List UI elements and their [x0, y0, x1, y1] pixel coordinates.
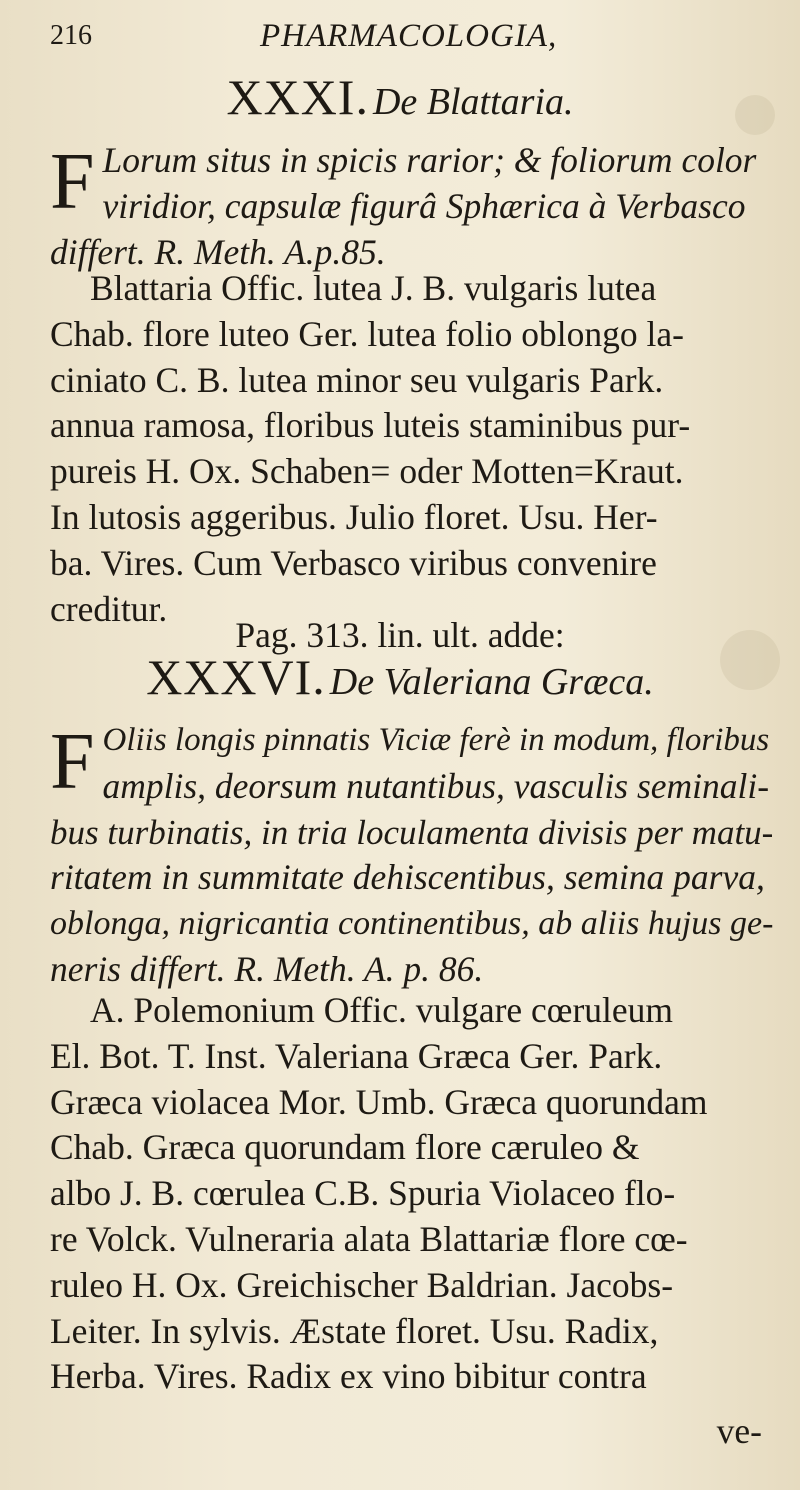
- text-line: ritatem in summitate dehiscentibus, semina parva,: [50, 857, 765, 898]
- text-line: Blattaria Offic. lutea J. B. vulgaris lutea: [90, 268, 657, 308]
- section-heading-valeriana: [0, 648, 800, 706]
- section-number: XXXVI.: [146, 649, 326, 705]
- text-line: pureis H. Ox. Schaben= oder Motten=Kraut.: [50, 451, 684, 492]
- addendum-note: Pag. 313. lin. ult. adde:: [235, 615, 565, 655]
- section-number: XXXI.: [226, 69, 369, 125]
- catchword: ve-: [716, 1411, 762, 1451]
- text-line: albo J. B. cœrulea C.B. Spuria Violaceo flo-: [50, 1173, 676, 1214]
- text-line: creditur.: [50, 588, 168, 629]
- text-line: ba. Vires. Cum Verbasco viribus convenire: [50, 542, 657, 583]
- text-line: Græca violacea Mor. Umb. Græca quorundam: [50, 1081, 708, 1122]
- text-line: Leiter. In sylvis. Æstate floret. Usu. Radix,: [50, 1310, 659, 1351]
- section-title: De Valeriana Græca.: [329, 661, 654, 703]
- text-line: A. Polemonium Offic. vulgare cœruleum: [90, 990, 673, 1030]
- text-line: differt. R. Meth. A.p.85.: [50, 231, 386, 272]
- text-line: Herba. Vires. Radix ex vino bibitur contra: [50, 1356, 647, 1397]
- text-line: neris differt. R. Meth. A. p. 86.: [50, 948, 484, 989]
- drop-cap: F: [50, 718, 95, 806]
- text-line: re Volck. Vulneraria alata Blattariæ flore cœ-: [50, 1218, 688, 1259]
- section-heading-blattaria: [0, 68, 800, 126]
- text-line: ciniato C. B. lutea minor seu vulgaris Park.: [50, 359, 664, 400]
- text-line: Oliis longis pinnatis Viciæ ferè in modum, floribus: [102, 722, 770, 758]
- text-line: annua ramosa, floribus luteis staminibus pur-: [50, 405, 691, 446]
- text-line: amplis, deorsum nutantibus, vasculis seminali-: [102, 765, 770, 806]
- drop-cap: F: [50, 138, 95, 226]
- text-line: In lutosis aggeribus. Julio floret. Usu. Her-: [50, 496, 658, 537]
- text-line: Chab. Græca quorundam flore cæruleo &: [50, 1127, 640, 1168]
- text-line: oblonga, nigricantia continentibus, ab aliis hujus ge-: [50, 905, 774, 943]
- text-line: viridior, capsulæ figurâ Sphærica à Verbasco: [102, 185, 746, 226]
- running-head: PHARMACOLOGIA,: [260, 18, 558, 54]
- page-header: [50, 18, 760, 58]
- text-line: Chab. flore luteo Ger. lutea folio oblongo la-: [50, 313, 684, 354]
- text-line: El. Bot. T. Inst. Valeriana Græca Ger. Park.: [50, 1035, 663, 1076]
- text-line: bus turbinatis, in tria loculamenta divisis per matu-: [50, 812, 774, 852]
- synonyms-paragraph: [50, 988, 775, 1400]
- description-paragraph: [50, 138, 775, 275]
- text-line: Lorum situs in spicis rarior; & foliorum color: [102, 140, 757, 180]
- page-number: 216: [50, 20, 92, 51]
- text-line: ruleo H. Ox. Greichischer Baldrian. Jacobs-: [50, 1264, 674, 1305]
- section-title: De Blattaria.: [372, 81, 574, 123]
- description-paragraph: [50, 718, 775, 993]
- synonyms-paragraph: [50, 266, 775, 632]
